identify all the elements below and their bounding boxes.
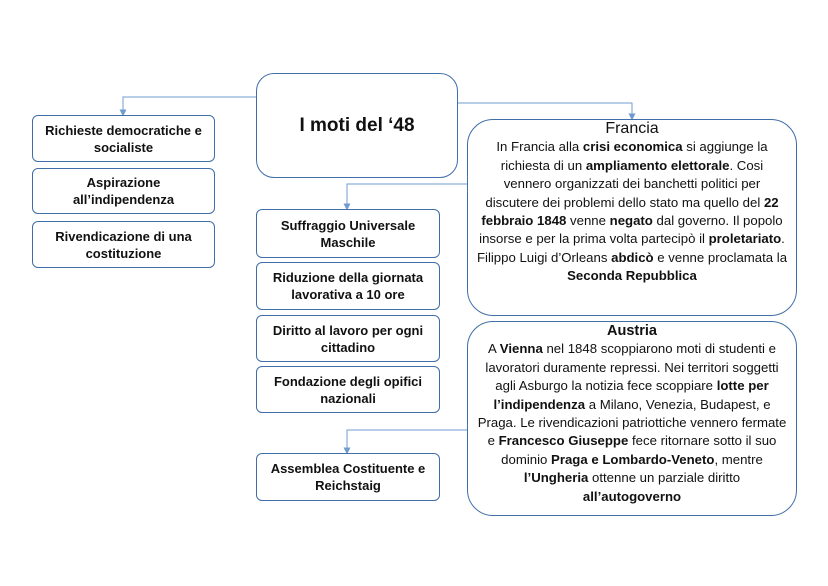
francia-heading: Francia — [605, 120, 659, 137]
left-item-label: Aspirazione all’indipendenza — [72, 175, 175, 207]
center-item-assembly — [256, 453, 440, 501]
center-item-label: Diritto al lavoro per ogni cittadino — [272, 322, 424, 355]
left-item-label: Richieste democratiche e socialiste — [45, 122, 202, 155]
left-item-democratic — [32, 115, 215, 162]
connector-francia-center — [347, 184, 468, 207]
center-item-right-to-work — [256, 315, 440, 362]
center-item-label: Suffraggio Universale Maschile — [280, 217, 416, 250]
center-item-suffrage — [256, 209, 440, 258]
austria-text: A Vienna nel 1848 scoppiarono moti di studenti e lavoratori duramente repressi. Nei territori soggetti agli Asburgo la notizia fece scoppiare lotte per l’indipendenza a Milano, Venezia, Budapest, e Praga. Le rivendicazioni patriottiche vennero fermate e Francesco Giuseppe fece ritornare sotto il suo dominio Praga e Lombardo-Veneto, mentre l’Ungheria ottenne un parziale diritto all’autogoverno — [477, 341, 787, 504]
austria-heading: Austria — [607, 323, 657, 339]
left-item-label: Rivendicazione di una costituzione — [55, 228, 192, 261]
center-item-working-day — [256, 262, 440, 310]
center-item-label: Riduzione della giornata lavorativa a 10 ore — [272, 270, 424, 302]
connector-title-left — [123, 97, 258, 113]
left-item-independence — [32, 168, 215, 214]
center-item-label: Assemblea Costituente e Reichstaig — [270, 461, 426, 493]
title-box — [256, 73, 458, 178]
connector-title-francia — [457, 103, 632, 117]
connector-austria-center — [347, 430, 468, 451]
center-item-workshops — [256, 366, 440, 413]
left-item-constitution — [32, 221, 215, 268]
francia-box — [467, 119, 797, 316]
center-item-label: Fondazione degli opifici nazionali — [273, 373, 423, 406]
austria-box — [467, 321, 797, 516]
page-title: I moti del ‘48 — [299, 114, 415, 136]
francia-text: In Francia alla crisi economica si aggiunge la richiesta di un ampliamento elettorale. Cosi vennero organizzati dei banchetti politici per discutere dei problemi dello stato ma quello del 22 febbraio 1848 venne negato dal governo. Il popolo insorse e per la prima volta partecipò il proletariato. Filippo Luigi d’Orleans abdicò e venne proclamata la Seconda Repubblica — [476, 139, 788, 284]
